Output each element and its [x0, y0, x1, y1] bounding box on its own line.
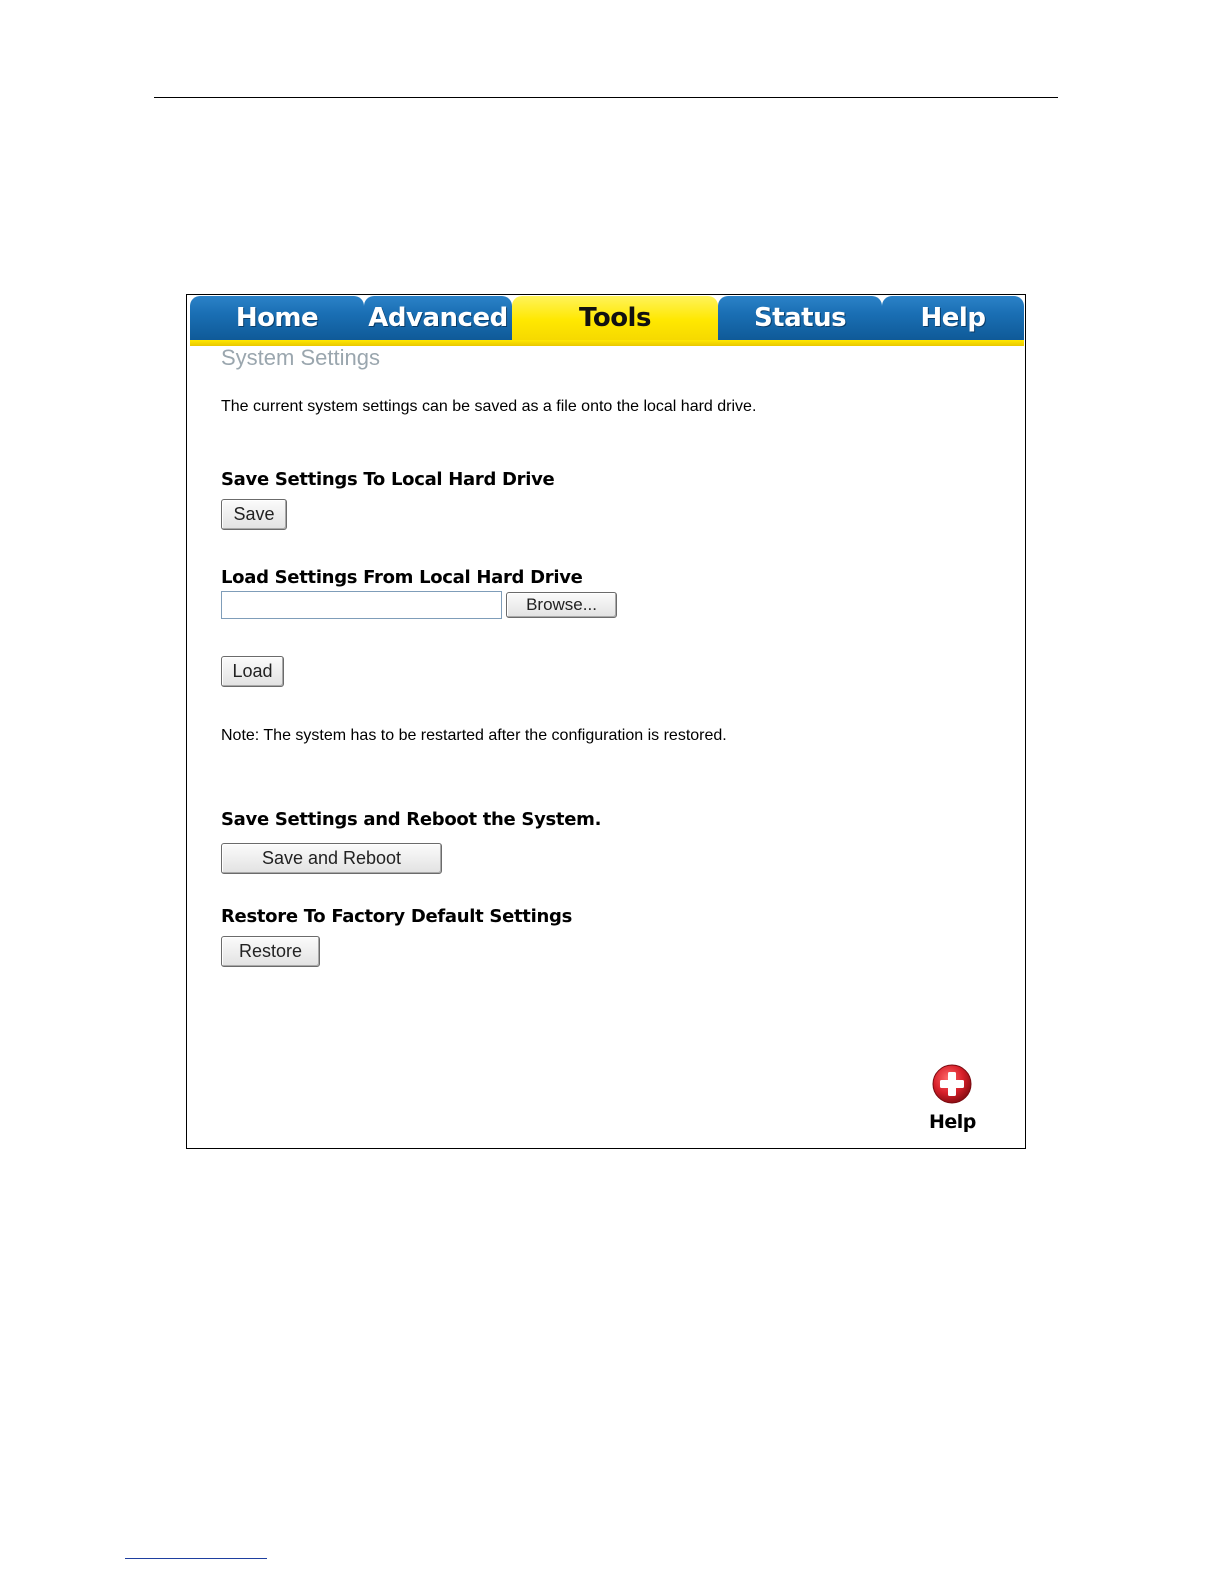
page-description: The current system settings can be saved as a file onto the local hard drive. — [221, 398, 757, 415]
tab-help[interactable] — [882, 296, 1024, 340]
browse-button[interactable]: Browse... — [506, 592, 617, 618]
page-top-rule — [154, 97, 1058, 98]
save-and-reboot-button[interactable]: Save and Reboot — [221, 843, 442, 874]
tab-tools-label: Tools — [579, 303, 651, 333]
tab-tools[interactable] — [512, 296, 718, 340]
tab-advanced[interactable] — [364, 296, 512, 340]
load-section-heading: Load Settings From Local Hard Drive — [221, 567, 583, 588]
file-path-input[interactable] — [221, 591, 502, 619]
reboot-section-heading: Save Settings and Reboot the System. — [221, 809, 602, 830]
restore-section-heading: Restore To Factory Default Settings — [221, 906, 572, 927]
page-title: System Settings — [221, 345, 380, 370]
tab-status-label: Status — [753, 303, 847, 333]
tab-help-label: Help — [920, 303, 986, 333]
restore-button[interactable]: Restore — [221, 936, 320, 967]
help-link[interactable] — [929, 1063, 975, 1133]
tab-status[interactable] — [718, 296, 882, 340]
page-bottom-rule — [125, 1558, 267, 1559]
restart-note: Note: The system has to be restarted after the configuration is restored. — [221, 727, 727, 744]
tab-advanced-label: Advanced — [368, 303, 508, 333]
save-section-heading: Save Settings To Local Hard Drive — [221, 469, 555, 490]
router-settings-panel — [186, 294, 1026, 1149]
tab-bar — [190, 296, 1024, 346]
tab-home[interactable] — [190, 296, 364, 340]
plus-circle-icon — [931, 1063, 973, 1105]
tab-home-label: Home — [235, 303, 319, 333]
save-button[interactable]: Save — [221, 499, 287, 530]
load-button[interactable]: Load — [221, 656, 284, 687]
help-label: Help — [929, 1111, 976, 1133]
